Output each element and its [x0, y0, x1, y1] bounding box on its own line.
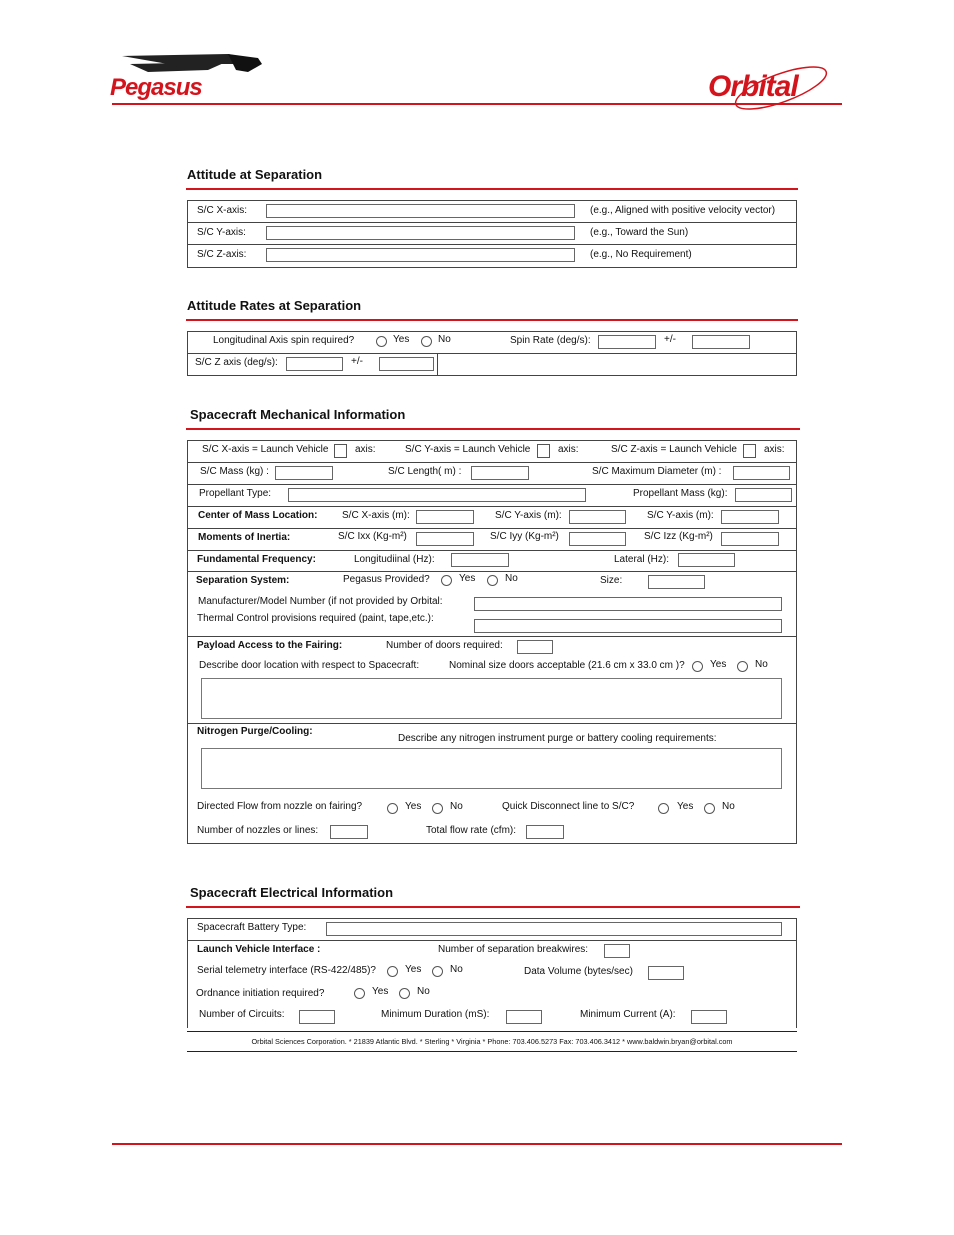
ordnance-no-label: No — [417, 986, 430, 997]
peg-yes-label: Yes — [459, 573, 476, 584]
com-y-input[interactable] — [569, 510, 626, 524]
attitude-z-hint: (e.g., No Requirement) — [590, 249, 692, 260]
com-z-label: S/C Y-axis (m): — [647, 510, 714, 521]
attitude-y-input[interactable] — [266, 226, 575, 240]
z-axis-rate-input[interactable] — [286, 357, 343, 371]
max-diam-label: S/C Maximum Diameter (m) : — [592, 466, 722, 477]
mass-input[interactable] — [275, 466, 333, 480]
longi-label: Longitudiinal (Hz): — [354, 554, 435, 565]
com-y-label: S/C Y-axis (m): — [495, 510, 562, 521]
flow-label: Total flow rate (cfm): — [426, 825, 517, 836]
nominal-yes-label: Yes — [710, 659, 727, 670]
ordnance-yes-label: Yes — [372, 986, 389, 997]
serial-label: Serial telemetry interface (RS-422/485)? — [197, 965, 376, 976]
spin-rate-input[interactable] — [598, 335, 656, 349]
thermal-label: Thermal Control provisions required (paint, tape,etc.): — [197, 613, 434, 624]
prop-mass-label: Propellant Mass (kg): — [633, 488, 728, 499]
spin-yes-radio[interactable] — [376, 336, 387, 347]
iyy-input[interactable] — [569, 532, 626, 546]
page-bottom-rule — [112, 1143, 842, 1145]
thermal-input[interactable] — [474, 619, 782, 633]
spin-required-label: Longitudinal Axis spin required? — [213, 335, 355, 346]
length-label: S/C Length( m) : — [388, 466, 462, 477]
spin-rate-tol-input[interactable] — [692, 335, 750, 349]
rates-title: Attitude Rates at Separation — [187, 298, 362, 313]
fund-label: Fundamental Frequency: — [197, 554, 316, 565]
com-x-input[interactable] — [416, 510, 474, 524]
prop-type-input[interactable] — [288, 488, 586, 502]
footer-bottom-line — [187, 1051, 797, 1052]
quick-no-label: No — [722, 801, 735, 812]
nominal-yes-radio[interactable] — [692, 661, 703, 672]
x-lv-label: S/C X-axis = Launch Vehicle — [202, 444, 329, 455]
battery-label: Spacecraft Battery Type: — [197, 922, 307, 933]
manufacturer-label: Manufacturer/Model Number (if not provided by Orbital: — [198, 596, 443, 607]
izz-label: S/C Izz (Kg-m²) — [644, 531, 713, 542]
quick-yes-label: Yes — [677, 801, 694, 812]
rates-rule — [186, 319, 798, 321]
prop-type-label: Propellant Type: — [199, 488, 272, 499]
spin-rate-label: Spin Rate (deg/s): — [510, 335, 591, 346]
nozzles-label: Number of nozzles or lines: — [197, 825, 319, 836]
z-lv-axis-label: axis: — [764, 444, 785, 455]
n2-desc-textarea[interactable] — [201, 748, 782, 789]
min-cur-label: Minimum Current (A): — [580, 1009, 676, 1020]
elec-rule — [186, 906, 800, 908]
iyy-label: S/C Iyy (Kg-m²) — [490, 531, 559, 542]
nominal-no-radio[interactable] — [737, 661, 748, 672]
lateral-label: Lateral (Hz): — [614, 554, 670, 565]
n2-label: Nitrogen Purge/Cooling: — [197, 726, 313, 737]
lvi-label: Launch Vehicle Interface : — [197, 944, 321, 955]
y-lv-axis-label: axis: — [558, 444, 579, 455]
z-axis-rate-pm: +/- — [351, 356, 363, 367]
directed-no-radio[interactable] — [432, 803, 443, 814]
peg-provided-label: Pegasus Provided? — [343, 574, 430, 585]
data-vol-label: Data Volume (bytes/sec) — [524, 966, 633, 977]
quick-no-radio[interactable] — [704, 803, 715, 814]
flow-input[interactable] — [526, 825, 564, 839]
breakwires-input[interactable] — [604, 944, 630, 958]
spin-no-radio[interactable] — [421, 336, 432, 347]
z-axis-rate-tol-input[interactable] — [379, 357, 434, 371]
header-rule — [112, 103, 842, 105]
prop-mass-input[interactable] — [735, 488, 792, 502]
orbital-logo-text: Orbital — [708, 70, 798, 103]
circuits-label: Number of Circuits: — [199, 1009, 285, 1020]
orbital-logo — [706, 66, 846, 116]
ixx-label: S/C Ixx (Kg-m²) — [338, 531, 407, 542]
attitude-rule — [186, 188, 798, 190]
access-label: Payload Access to the Fairing: — [197, 640, 343, 651]
battery-input[interactable] — [326, 922, 782, 936]
mass-label: S/C Mass (kg) : — [200, 466, 269, 477]
peg-no-radio[interactable] — [487, 575, 498, 586]
n2-desc-label: Describe any nitrogen instrument purge or battery cooling requirements: — [398, 733, 717, 744]
spin-no-label: No — [438, 334, 451, 345]
peg-no-label: No — [505, 573, 518, 584]
pegasus-logo — [108, 50, 268, 102]
breakwires-label: Number of separation breakwires: — [438, 944, 589, 955]
y-lv-label: S/C Y-axis = Launch Vehicle — [405, 444, 531, 455]
com-x-label: S/C X-axis (m): — [342, 510, 410, 521]
door-loc-textarea[interactable] — [201, 678, 782, 719]
size-input[interactable] — [648, 575, 705, 589]
ordnance-yes-radio[interactable] — [354, 988, 365, 999]
z-lv-axis-input[interactable] — [743, 444, 756, 458]
moi-label: Moments of Inertia: — [198, 532, 291, 543]
quick-yes-radio[interactable] — [658, 803, 669, 814]
z-lv-label: S/C Z-axis = Launch Vehicle — [611, 444, 737, 455]
longi-input[interactable] — [451, 553, 509, 567]
serial-no-label: No — [450, 964, 463, 975]
num-doors-label: Number of doors required: — [386, 640, 503, 651]
attitude-y-hint: (e.g., Toward the Sun) — [590, 227, 689, 238]
nozzles-input[interactable] — [330, 825, 368, 839]
attitude-x-input[interactable] — [266, 204, 575, 218]
x-lv-axis-label: axis: — [355, 444, 376, 455]
com-z-input[interactable] — [721, 510, 779, 524]
spin-rate-pm: +/- — [664, 334, 676, 345]
num-doors-input[interactable] — [517, 640, 553, 654]
izz-input[interactable] — [721, 532, 779, 546]
door-loc-label: Describe door location with respect to Spacecraft: — [199, 660, 420, 671]
size-label: Size: — [600, 575, 623, 586]
lateral-input[interactable] — [678, 553, 735, 567]
peg-yes-radio[interactable] — [441, 575, 452, 586]
attitude-y-label: S/C Y-axis: — [197, 227, 246, 238]
ixx-input[interactable] — [416, 532, 474, 546]
com-label: Center of Mass Location: — [198, 510, 318, 521]
data-vol-input[interactable] — [648, 966, 684, 980]
manufacturer-input[interactable] — [474, 597, 782, 611]
serial-yes-radio[interactable] — [387, 966, 398, 977]
elec-title: Spacecraft Electrical Information — [190, 885, 394, 900]
mech-title: Spacecraft Mechanical Information — [190, 407, 406, 422]
length-input[interactable] — [471, 466, 529, 480]
min-dur-input[interactable] — [506, 1010, 542, 1024]
nominal-label: Nominal size doors acceptable (21.6 cm x 33.0 cm )? — [449, 660, 685, 671]
circuits-input[interactable] — [299, 1010, 335, 1024]
serial-no-radio[interactable] — [432, 966, 443, 977]
directed-no-label: No — [450, 801, 463, 812]
z-axis-rate-label: S/C Z axis (deg/s): — [195, 357, 278, 368]
directed-yes-label: Yes — [405, 801, 422, 812]
ordnance-label: Ordnance initiation required? — [196, 988, 325, 999]
attitude-title: Attitude at Separation — [187, 167, 323, 182]
nominal-no-label: No — [755, 659, 768, 670]
quick-label: Quick Disconnect line to S/C? — [502, 801, 635, 812]
mech-rule — [186, 428, 800, 430]
max-diam-input[interactable] — [733, 466, 790, 480]
attitude-x-label: S/C X-axis: — [197, 205, 248, 216]
y-lv-axis-input[interactable] — [537, 444, 550, 458]
spin-yes-label: Yes — [393, 334, 410, 345]
attitude-z-input[interactable] — [266, 248, 575, 262]
min-cur-input[interactable] — [691, 1010, 727, 1024]
sep-label: Separation System: — [196, 575, 290, 586]
attitude-x-hint: (e.g., Aligned with positive velocity vector) — [590, 205, 776, 216]
pegasus-logo-text: Pegasus — [110, 74, 202, 101]
directed-label: Directed Flow from nozzle on fairing? — [197, 801, 363, 812]
directed-yes-radio[interactable] — [387, 803, 398, 814]
attitude-z-label: S/C Z-axis: — [197, 249, 247, 260]
min-dur-label: Minimum Duration (mS): — [381, 1009, 490, 1020]
footer-top-line — [187, 1031, 797, 1032]
ordnance-no-radio[interactable] — [399, 988, 410, 999]
serial-yes-label: Yes — [405, 964, 422, 975]
x-lv-axis-input[interactable] — [334, 444, 347, 458]
footer-address: Orbital Sciences Corporation. * 21839 Atlantic Blvd. * Sterling * Virginia * Phone: 703.406.5273 Fax: 703.406.3412 * www.baldwin.bryan@orbital.com — [251, 1037, 733, 1046]
